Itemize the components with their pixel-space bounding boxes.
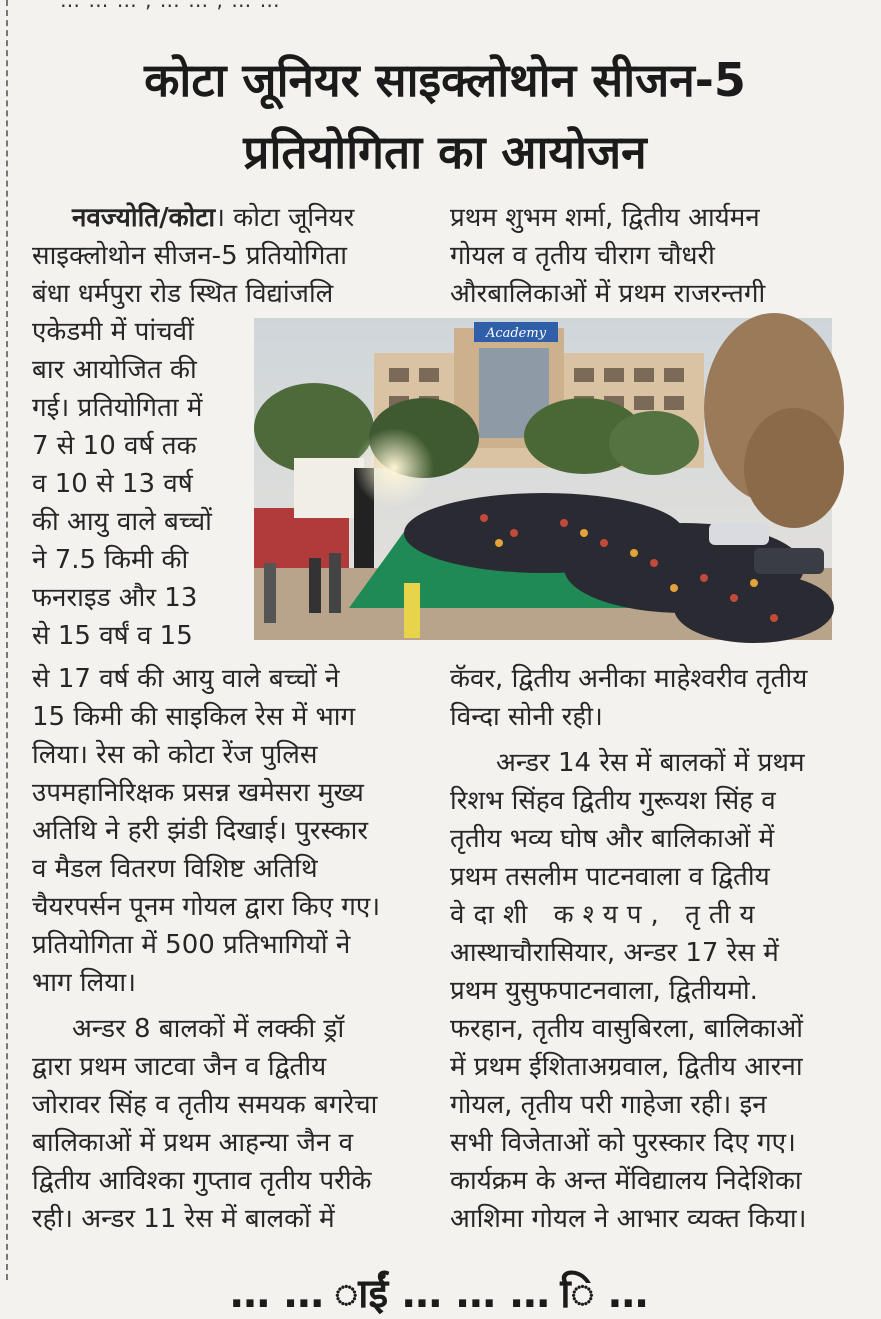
article-line: व 10 से 13 वर्ष [32,469,193,499]
article-line: विन्दा सोनी रही। [450,702,603,732]
article-line: वेदाशी कश्यप, तृतीय [450,900,764,930]
article-line: आशिमा गोयल ने आभार व्यक्त किया। [450,1204,807,1234]
headline-line-1: कोटा जूनियर साइक्लोथोन सीजन-5 [144,53,746,107]
article-line: लिया। रेस को कोटा रेंज पुलिस [32,740,318,770]
article-line: रिशभ सिंहव द्वितीय गुरूयश सिंह व [450,786,776,816]
cutoff-text: … … … , … … , … … [60,0,281,12]
article-line: फनराइड और 13 [32,583,198,613]
article-line: प्रथम युसुफपाटनवाला, द्वितीयमो. [450,976,758,1006]
article-line: की आयु वाले बच्चों [32,507,212,537]
article-line: सभी विजेताओं को पुरस्कार दिए गए। [450,1128,796,1158]
article-line: बालिकाओं में प्रथम आहन्या जैन व [32,1128,354,1158]
article-line: प्रतियोगिता में 500 प्रतिभागियों ने [32,930,351,960]
article-line: रही। अन्डर 11 रेस में बालकों में [32,1204,335,1234]
article-line: से 15 वर्षं व 15 [32,621,193,651]
article-line: गोयल, तृतीय परी गाहेजा रही। इन [450,1090,767,1120]
academy-sign-text: Academy [485,326,547,341]
article-line: चैयरपर्सन पूनम गोयल द्वारा किए गए। [32,892,381,922]
event-photo [254,318,832,640]
headline-line-2: प्रतियोगिता का आयोजन [243,125,647,179]
cutoff-text: … … ाईं … … … ि … [230,1271,649,1317]
article-line: गई। प्रतियोगिता में [32,393,203,423]
byline: नवज्योति/कोटा [72,203,216,233]
article-line: अन्डर 14 रेस में बालकों में प्रथम [496,748,805,778]
article-line: कॅवर, द्वितीय अनीका माहेश्वरीव तृतीय [450,664,808,694]
article-line: भाग लिया। [32,968,136,998]
column-divider-rule [6,0,8,1280]
article-line: द्वितीय आविश्का गुप्ताव तृतीय परीके [32,1166,372,1196]
article-line: गोयल व तृतीय चीराग चौधरी [450,241,715,271]
article-line: आस्थाचौरासियार, अन्डर 17 रेस में [450,938,779,968]
article-line: ने 7.5 किमी की [32,545,189,575]
article-line: बंधा धर्मपुरा रोड स्थित विद्यांजलि [32,279,334,309]
previous-article-cutoff [0,0,881,14]
article-line: प्रथम शुभम शर्मा, द्वितीय आर्यमन [450,203,760,233]
article-line [32,199,354,237]
article-line: अन्डर 8 बालकों में लक्की ड्रॉ [72,1014,345,1044]
article-line: 15 किमी की साइकिल रेस में भाग [32,702,356,732]
article-line: औरबालिकाओं में प्रथम राजरन्तगी [450,279,766,309]
article-line: जोरावर सिंह व तृतीय समयक बगरेचा [32,1090,378,1120]
article-line: प्रथम तसलीम पाटनवाला व द्वितीय [450,862,770,892]
article-text: । कोटा जूनियर [215,203,355,233]
article-line: बार आयोजित की [32,355,197,385]
article-line: फरहान, तृतीय वासुबिरला, बालिकाओं [450,1014,803,1044]
article-line: द्वारा प्रथम जाटवा जैन व द्वितीय [32,1052,327,1082]
article-line: 7 से 10 वर्ष तक [32,431,197,461]
article-line: से 17 वर्ष की आयु वाले बच्चों ने [32,664,340,694]
article-line: कार्यक्रम के अन्त मेंविद्यालय निदेशिका [450,1166,802,1196]
article-line: में प्रथम ईशिताअग्रवाल, द्वितीय आरना [450,1052,803,1082]
article-line: तृतीय भव्य घोष और बालिकाओं में [450,824,775,854]
article-line: व मैडल वितरण विशिष्ट अतिथि [32,854,318,884]
article-line: साइक्लोथोन सीजन-5 प्रतियोगिता [32,241,347,271]
next-article-cutoff [0,1262,881,1317]
article-line: उपमहानिरिक्षक प्रसन्न खमेसरा मुख्य [32,778,364,808]
article-line: अतिथि ने हरी झंडी दिखाई। पुरस्कार [32,816,369,846]
article-line: एकेडमी में पांचवीं [32,317,194,347]
